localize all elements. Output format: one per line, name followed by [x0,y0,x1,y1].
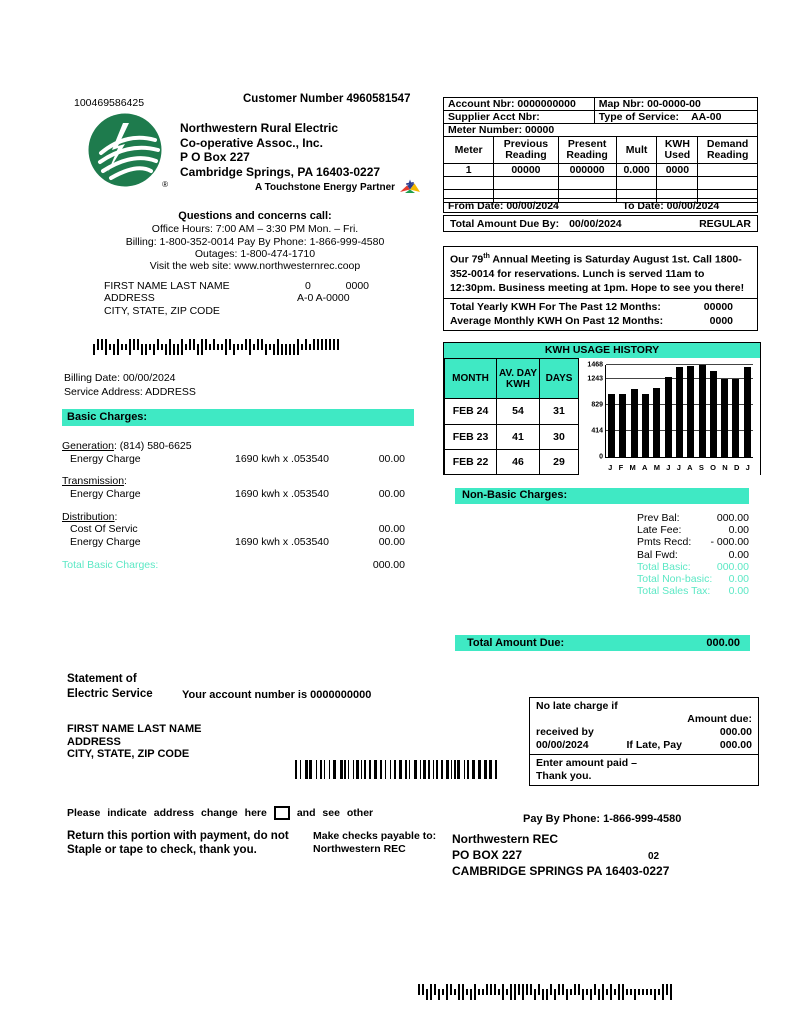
recipient-street: ADDRESS [104,292,155,305]
kwh-used-cell: 0000 [657,164,698,177]
kwh-bar-chart [579,358,760,475]
remit-name: Northwestern REC [452,832,559,846]
stub-name: FIRST NAME LAST NAME [67,723,202,735]
route-code-a: 0 [305,280,311,292]
if-late-row: 00/00/2024 If Late, Pay 000.00 [536,739,752,751]
usage-bar [744,367,751,457]
prev-bal-row: Prev Bal: 000.00 [637,512,749,524]
total-basic-charges-row [62,559,414,571]
kwh-chart-plot [587,361,753,461]
kwh-usage-history [443,342,761,475]
usage-history-table [444,358,579,475]
present-reading-cell: 000000 [558,164,616,177]
touchstone-partner-line [255,179,421,196]
touchstone-label: A Touchstone Energy Partner [255,182,396,193]
x-axis-label: F [618,463,624,472]
payment-stub-barcode [295,760,500,779]
billing-date: Billing Date: 00/00/2024 [64,372,176,384]
meter-readings-table [443,136,758,203]
usage-history-title: KWH USAGE HISTORY [444,343,760,358]
route-codes [297,280,369,305]
y-axis-tick: 0 [599,453,603,461]
total-non-basic-row: Total Non-basic: 0.00 [637,573,749,586]
charge-row: Cost Of Servic 00.00 [70,523,405,535]
contact-billing-phone: Billing: 1-800-352-0014 Pay By Phone: 1-866-999-4580 [125,235,385,248]
basic-charges-list [62,437,414,579]
rate-type: REGULAR [699,217,751,230]
col-header-previous: Previous Reading [494,137,558,164]
col-header-present: Present Reading [558,137,616,164]
service-address: Service Address: ADDRESS [64,385,196,398]
total-amount-due-value: 000.00 [706,637,740,649]
charge-row: Energy Charge 1690 kwh x .053540 00.00 [70,536,405,548]
due-by-label: Total Amount Due By: [450,217,560,230]
contact-block [55,210,455,272]
company-line: Co-operative Assoc., Inc. [180,135,323,150]
y-axis-tick: 1243 [587,375,603,383]
yearly-kwh-box [443,298,758,331]
usage-col-days: DAYS [540,359,579,399]
company-address-block [180,121,380,179]
pmts-recd-row: Pmts Recd: - 000.00 [637,536,749,549]
usage-row: FEB 24 54 31 [445,399,579,424]
total-basic-row: Total Basic: 000.00 [637,560,749,573]
received-by-row: received by 000.00 [536,726,752,738]
touchstone-logo-icon [399,179,421,196]
enter-amount-box: Enter amount paid – Thank you. [529,755,759,786]
total-basic-charges-label: Total Basic Charges: [62,559,159,571]
monthly-average-row: Average Monthly KWH On Past 12 Months: 0000 [450,314,733,327]
contact-website: Visit the web site: www.northwesternrec.coop [149,260,361,273]
pay-by-phone-line: Pay By Phone: 1-866-999-4580 [523,813,682,825]
usage-bar [732,379,739,457]
x-axis-label: J [676,463,681,472]
registered-mark: ® [162,180,168,189]
remittance-address-block [452,831,669,879]
total-amount-due-label: Total Amount Due: [467,637,565,649]
stub-addressee-block [67,723,201,761]
usage-bar [631,389,638,457]
usage-col-month: MONTH [445,359,497,399]
late-charge-box [529,697,759,786]
y-axis-tick: 1468 [587,361,603,369]
x-axis-label: M [653,463,660,472]
remit-code: 02 [648,851,660,862]
yearly-total-row: Total Yearly KWH For The Past 12 Months: 00000 [450,301,733,313]
route-code-c: A-0 A-0000 [297,292,350,305]
usage-bar [665,377,672,457]
to-date: To Date: 00/00/2024 [622,199,720,212]
empty-cell [616,177,657,190]
transmission-section-title: Transmission: [62,475,127,487]
charge-row: Energy Charge 1690 kwh x .053540 00.00 [70,453,405,465]
usage-bar [608,394,615,457]
billing-period-table [443,198,758,213]
remit-po-box: PO BOX 227 [452,848,523,862]
contact-title: Questions and concerns call: [178,210,332,222]
account-nbr-cell: Account Nbr: 0000000000 [444,98,595,111]
x-axis-label: O [710,463,716,472]
due-by-box [443,215,758,232]
demand-reading-cell [698,164,758,177]
address-change-checkbox[interactable] [274,806,290,820]
type-of-service-cell: Type of Service: AA-00 [594,111,757,124]
empty-cell [698,177,758,190]
x-axis-label: M [629,463,636,472]
usage-bar [653,388,660,457]
intelligent-mail-barcode-top [93,339,343,355]
charge-row: Energy Charge 1690 kwh x .053540 00.00 [70,488,405,500]
total-amount-due-bar [455,635,750,651]
usage-bar [642,394,649,457]
x-axis-label: J [745,463,750,472]
y-axis-tick: 414 [591,427,603,435]
amount-due-label: Amount due: [687,713,752,725]
contact-office-hours: Office Hours: 7:00 AM – 3:30 PM Mon. – Fri. [151,223,359,236]
x-axis-label: D [733,463,740,472]
x-axis-label: S [698,463,704,472]
map-nbr-cell: Map Nbr: 00-0000-00 [594,98,757,111]
meter-cell: 1 [444,164,494,177]
col-header-mult: Mult [616,137,657,164]
meter-number-cell: Meter Number: 00000 [444,124,758,137]
company-line: Cambridge Springs, PA 16403-0227 [180,164,381,179]
recipient-city: CITY, STATE, ZIP CODE [104,304,220,317]
col-header-meter: Meter [444,137,494,164]
previous-reading-cell: 00000 [494,164,558,177]
total-basic-charges-value: 000.00 [372,559,405,571]
imprint-number: 100469586425 [74,97,145,109]
period-cell [444,199,758,213]
coop-logo-icon [88,113,166,191]
usage-col-avday: AV. DAY KWH [497,359,540,399]
mult-cell: 0.000 [616,164,657,177]
y-axis-tick: 829 [591,401,603,409]
usage-bar [721,379,728,457]
checks-payable-block: Make checks payable to: Northwestern REC [313,830,437,855]
x-axis-label: J [608,463,613,472]
company-line: P O Box 227 [180,150,250,164]
late-fee-row: Late Fee: 0.00 [637,524,749,537]
empty-cell [657,177,698,190]
bal-fwd-row: Bal Fwd: 0.00 [637,548,749,561]
x-axis-label: J [666,463,671,472]
route-code-b: 0000 [345,280,369,292]
stub-account-line: Your account number is 0000000000 [182,689,372,701]
x-axis-label: N [722,463,728,472]
no-late-charge-line: No late charge if [536,700,618,712]
company-line: Northwestern Rural Electric [180,121,339,135]
from-date: From Date: 00/00/2024 [448,199,559,212]
col-header-demand: Demand Reading [698,137,758,164]
remit-city: CAMBRIDGE SPRINGS PA 16403-0227 [452,864,670,878]
x-axis-label: A [642,463,648,472]
supplier-acct-cell: Supplier Acct Nbr: [444,111,595,124]
usage-bar [676,367,683,457]
stub-city: CITY, STATE, ZIP CODE [67,748,190,760]
usage-row: FEB 23 41 30 [445,424,579,449]
recipient-name: FIRST NAME LAST NAME [104,280,230,292]
total-sales-tax-row: Total Sales Tax: 0.00 [637,585,749,598]
x-axis-label: A [687,463,693,472]
col-header-kwh: KWH Used [657,137,698,164]
non-basic-charges-header: Non-Basic Charges: [455,488,749,504]
address-change-line: Please indicate address change here and see other [67,807,374,819]
usage-bar [699,365,706,457]
usage-row: FEB 22 46 29 [445,449,579,474]
customer-number: Customer Number 4960581547 [243,93,411,105]
intelligent-mail-barcode-bottom [418,984,678,1000]
billing-info-block [64,372,196,399]
usage-bar [710,371,717,457]
recipient-address-block [104,280,230,317]
empty-cell [444,177,494,190]
empty-cell [494,177,558,190]
return-instructions: Return this portion with payment, do not Staple or tape to check, thank you. [67,830,289,856]
empty-cell [558,177,616,190]
annual-meeting-notice: Our 79th Annual Meeting is Saturday August 1st. Call 1800-352-0014 for reservations. Lunch is served 11am to 12:30pm. Business meeting at 1pm. Hope to see you there! [443,246,758,299]
stub-street: ADDRESS [67,735,121,748]
usage-bar [687,366,694,457]
usage-bar [619,394,626,457]
kwh-chart-xlabels [605,463,753,472]
bars-group [606,365,753,457]
due-by-date: 00/00/2024 [569,217,622,230]
generation-section-title: Generation: (814) 580-6625 [62,440,192,452]
contact-outages-phone: Outages: 1-800-474-1710 [194,247,316,260]
statement-title: Statement of Electric Service [67,673,153,700]
distribution-section-title: Distribution: [62,511,118,523]
basic-charges-header: Basic Charges: [62,409,414,426]
account-ids-table [443,97,758,137]
non-basic-charges-list [637,512,749,597]
